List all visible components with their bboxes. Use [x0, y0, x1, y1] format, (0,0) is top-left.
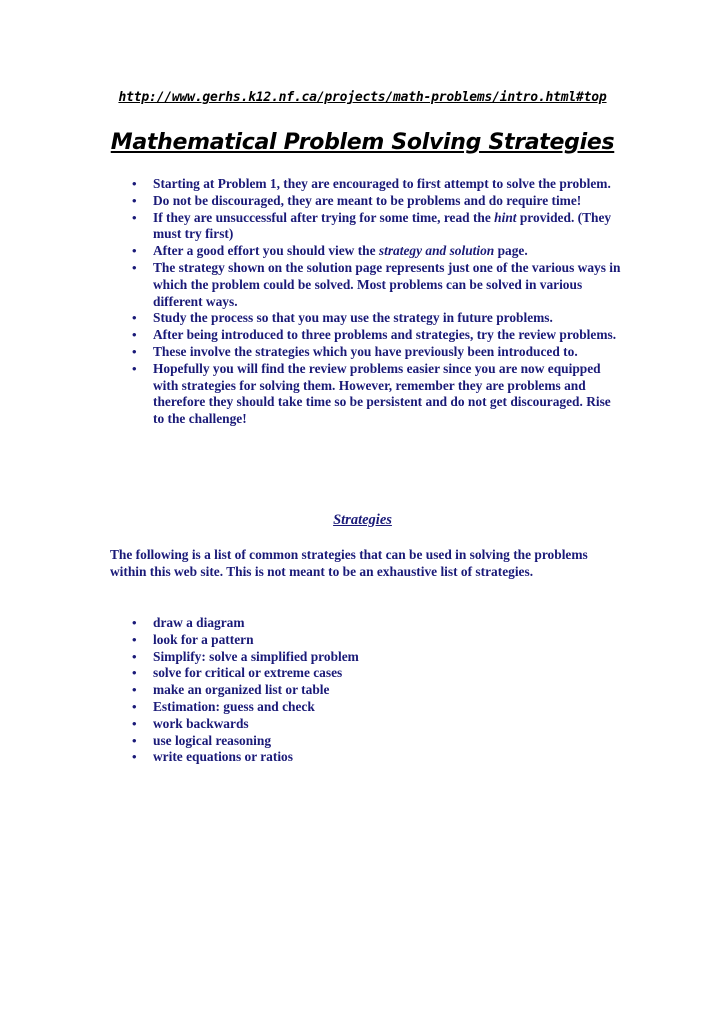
list-item: [132, 193, 622, 210]
strategy-item: • write equations or ratios: [132, 749, 622, 766]
strategy-item: • use logical reasoning: [132, 733, 622, 750]
hint-emphasis: hint: [494, 209, 517, 225]
list-item: [132, 361, 622, 428]
strategy-item: • Simplify: solve a simplified problem: [132, 649, 622, 666]
page-title: Mathematical Problem Solving Strategies: [110, 130, 615, 155]
list-item: [132, 344, 622, 361]
list-item-text: After being introduced to three problems and strategies, try the review problems.: [153, 327, 617, 343]
strategy-item: • Estimation: guess and check: [132, 699, 622, 716]
list-item: [132, 210, 622, 244]
list-item-text: page.: [494, 243, 528, 259]
strategy-solution-emphasis: strategy and solution: [378, 243, 495, 259]
list-item-text: Do not be discouraged, they are meant to be problems and do require time!: [153, 192, 582, 208]
strategy-item: • make an organized list or table: [132, 682, 622, 699]
list-item-text: If they are unsuccessful after trying for some time, read the: [153, 209, 495, 225]
strategies-heading: Strategies: [333, 512, 392, 528]
strategy-item: • look for a pattern: [132, 632, 622, 649]
list-item-text: Study the process so that you may use the strategy in future problems.: [153, 310, 553, 326]
strategy-item: • draw a diagram: [132, 615, 622, 632]
list-item-text: The strategy shown on the solution page represents just one of the various ways in which the problem could be solved. Most problems can be solved in various different ways.: [153, 259, 621, 309]
list-item: [132, 327, 622, 344]
list-item-text: Hopefully you will find the review problems easier since you are now equipped with strategies for solving them. However, remember they are problems and therefore they should take time so be persistent and do not get discouraged. Rise to the challenge!: [153, 360, 611, 427]
list-item: [132, 260, 622, 310]
list-item: [132, 310, 622, 327]
list-item-text: After a good effort you should view the: [153, 243, 379, 259]
strategy-item: • solve for critical or extreme cases: [132, 665, 622, 682]
instructions-list: [132, 176, 622, 428]
list-item-text: provided. (They must try first): [153, 209, 612, 242]
strategy-item: • work backwards: [132, 716, 622, 733]
list-item-text: These involve the strategies which you have previously been introduced to.: [153, 343, 578, 359]
strategies-list: [132, 615, 622, 766]
strategies-intro-paragraph: The following is a list of common strategies that can be used in solving the problems within this web site. This is not meant to be an exhaustive list of strategies.: [110, 547, 588, 579]
list-item: [132, 176, 622, 193]
source-url-link[interactable]: http://www.gerhs.k12.nf.ca/projects/math-problems/intro.html#top: [118, 90, 607, 105]
list-item-text: Starting at Problem 1, they are encouraged to first attempt to solve the problem.: [153, 176, 611, 191]
list-item: [132, 243, 622, 260]
